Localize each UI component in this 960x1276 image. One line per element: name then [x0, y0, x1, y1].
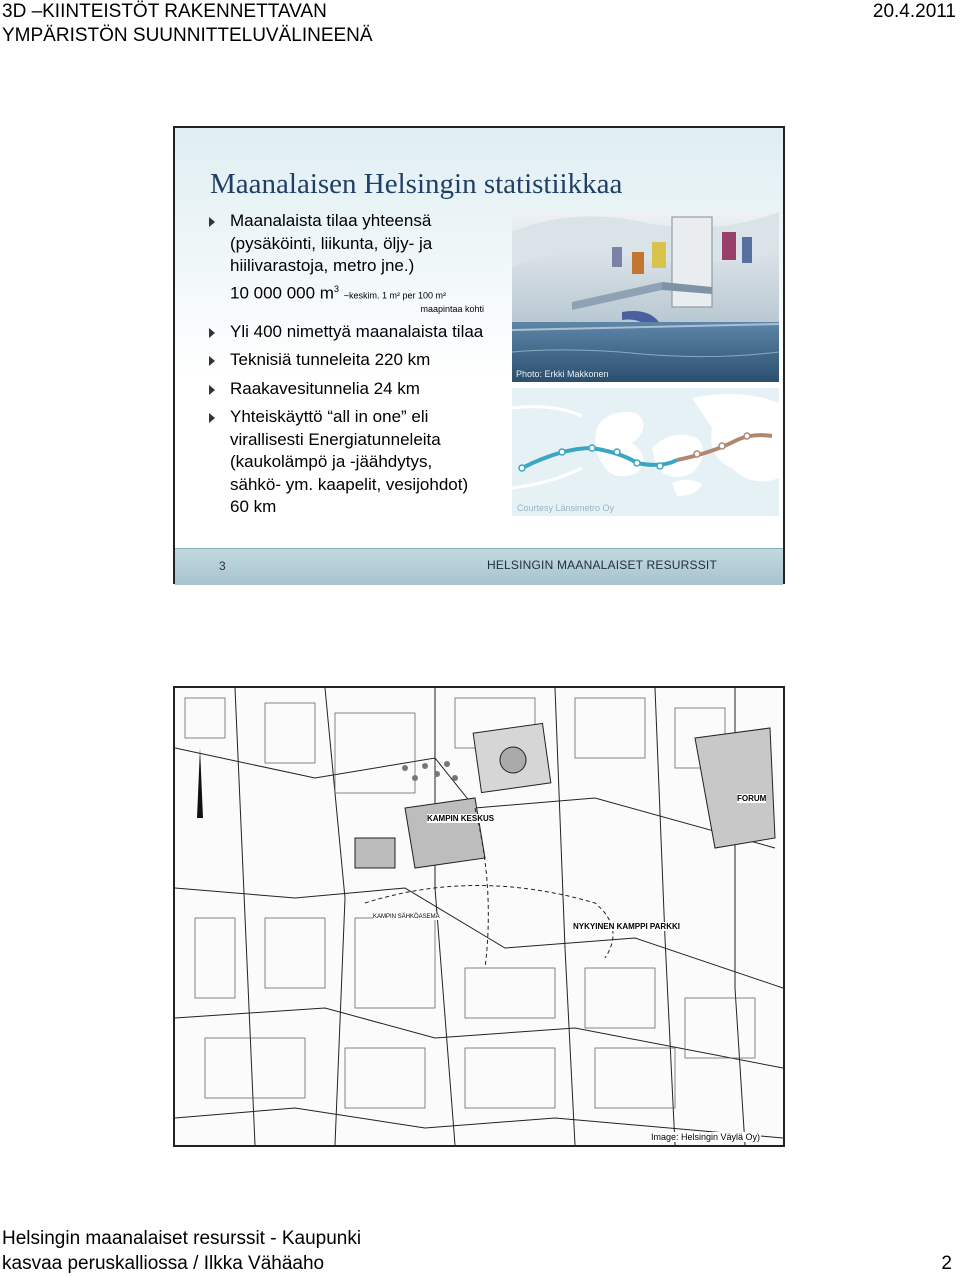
bullet-triangle-icon — [209, 328, 215, 338]
swimming-hall-illustration — [512, 212, 779, 382]
site-plan-drawing — [175, 688, 783, 1145]
document-header — [2, 0, 373, 48]
bullet-text: Maanalaista tilaa yhteensä (pysäköinti, liikunta, öljy- ja hiilivarastoja, metro jne.) — [230, 211, 433, 275]
bullet-item — [209, 349, 484, 372]
header-line-1: 3D –KIINTEISTÖT RAKENNETTAVAN — [2, 1, 327, 22]
slide-page-number: 3 — [219, 559, 226, 573]
header-date: 20.4.2011 — [872, 1, 956, 22]
label-nykyinen-kamppi-parkki: NYKYINEN KAMPPI PARKKI — [573, 922, 680, 931]
slide-3 — [173, 126, 785, 584]
document-page-number: 2 — [941, 1253, 952, 1274]
slide-footer-text: HELSINGIN MAANALAISET RESURSSIT — [486, 558, 717, 572]
bullet-item — [209, 321, 484, 344]
bullet-text: Yli 400 nimettyä maanalaista tilaa — [230, 321, 484, 341]
bullet-text: Teknisiä tunneleita 220 km — [230, 350, 431, 370]
kamppi-site-plan — [173, 686, 785, 1147]
bullet-item — [209, 406, 484, 519]
bullet-text: Raakavesitunnelia 24 km — [230, 378, 420, 398]
bullet-list — [209, 210, 484, 525]
metro-route-map — [512, 388, 779, 516]
label-kampin-sahkoasema: KAMPIN SÄHKÖASEMA — [373, 914, 440, 920]
slide-footer — [175, 548, 783, 585]
bullet-triangle-icon — [209, 385, 215, 395]
photo-credit: Photo: Erkki Makkonen — [516, 369, 609, 379]
bullet-item — [209, 378, 484, 401]
header-line-2: YMPÄRISTÖN SUUNNITTELUVÄLINEENÄ — [2, 25, 373, 46]
bottom-caption-line-2: kasvaa peruskalliossa / Ilkka Vähäaho — [2, 1253, 325, 1274]
bullet-triangle-icon — [209, 217, 215, 227]
bullet-amount-sup: 3 — [333, 283, 339, 294]
slide-title: Maanalaisen Helsingin statistiikkaa — [210, 168, 623, 200]
bullet-triangle-icon — [209, 413, 215, 423]
plan-image-credit: Image: Helsingin Väylä Oy) — [650, 1132, 760, 1142]
bullet-note: ~keskim. 1 m² per 100 m² — [343, 290, 446, 301]
bullet-amount: 10 000 000 m — [230, 283, 334, 303]
bullet-item — [209, 210, 484, 315]
bullet-text: Yhteiskäyttö “all in one” eli virallisesti Energiatunneleita (kaukolämpö ja -jäähdytys, sähkö- ym. kaapelit, vesijohdot) 60 km — [230, 407, 469, 517]
map-credit: Courtesy Länsimetro Oy — [517, 503, 615, 513]
metro-map-illustration — [512, 388, 779, 516]
bottom-caption-line-1: Helsingin maanalaiset resurssit - Kaupunki — [2, 1228, 362, 1249]
bullet-note-sub: maapintaa kohti — [420, 303, 484, 314]
bullet-triangle-icon — [209, 356, 215, 366]
swimming-hall-photo — [512, 212, 779, 382]
label-kampin-keskus: KAMPIN KESKUS — [427, 814, 495, 823]
label-forum: FORUM — [737, 794, 767, 803]
